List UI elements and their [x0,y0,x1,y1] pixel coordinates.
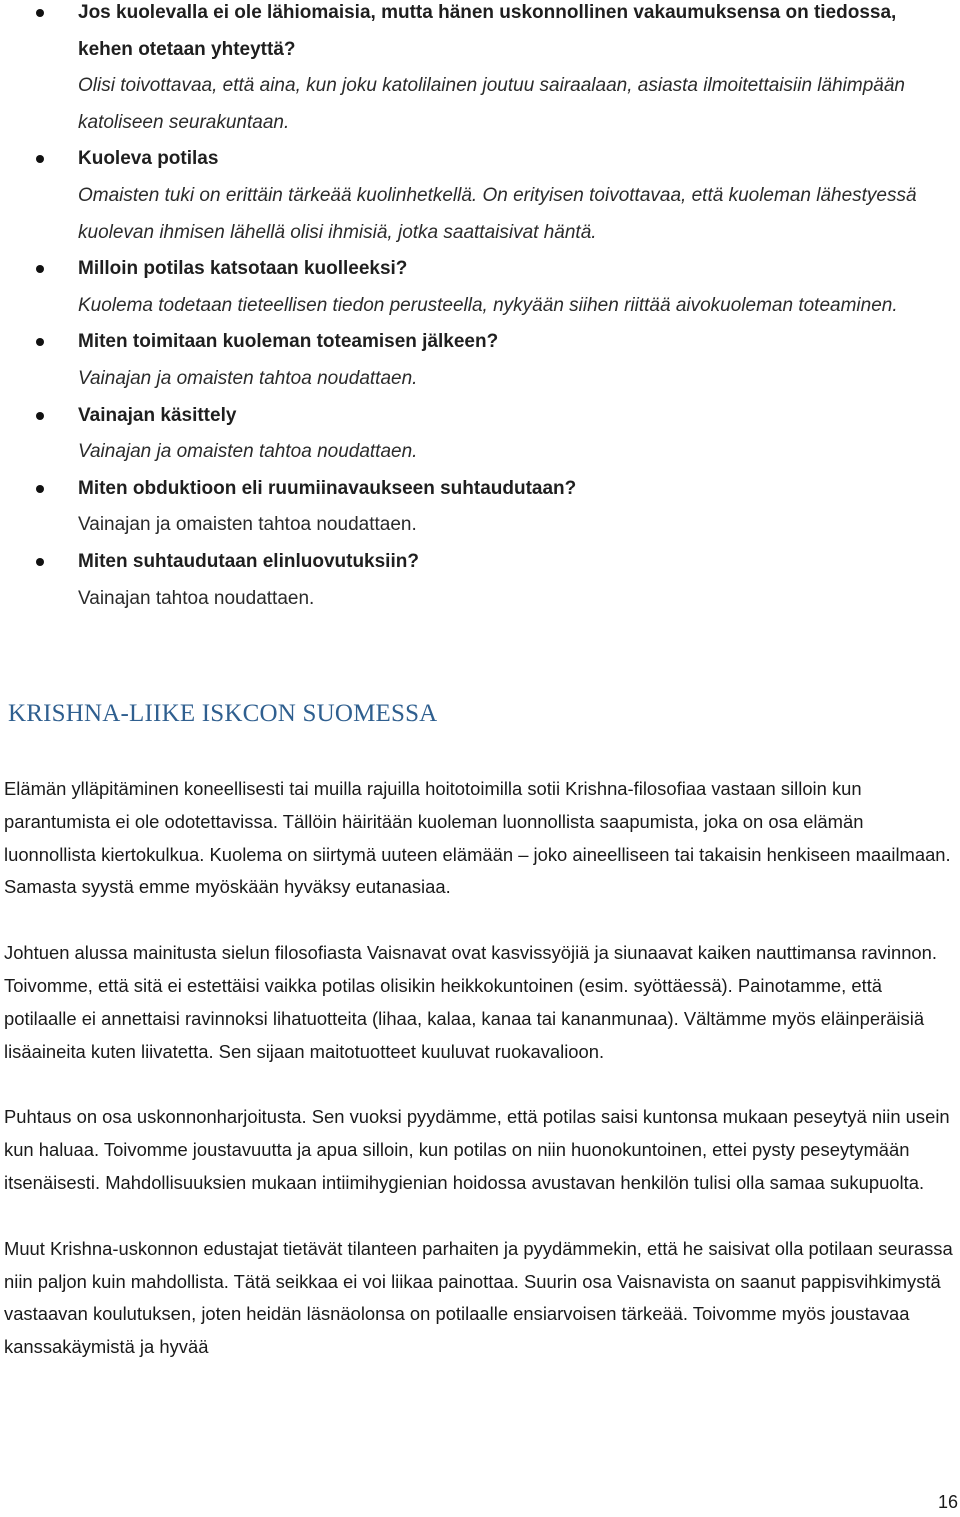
paragraph: Puhtaus on osa uskonnonharjoitusta. Sen vuoksi pyydämme, että potilas saisi kuntonsa mukaan peseytyä niin usein kun haluaa. Toivomme joustavuutta ja apua silloin, kun potilas on niin huonokuntoinen, ettei pysty peseytymään itsenäisesti. Mahdollisuuksien mukaan intiimihygienian hoidossa avustavan henkilön tulisi olla samaa sukupuolta. [4,1106,950,1193]
bullet-question: Kuoleva potilas [78,148,219,170]
bullet-icon [36,9,44,17]
paragraph: Muut Krishna-uskonnon edustajat tietävät tilanteen parhaiten ja pyydämmekin, että he saisivat olla potilaan seurassa niin paljon kuin mahdollista. Tätä seikkaa ei voi liikaa painottaa. Suurin osa Vaisnavista on saanut pappisvihkimystä vastaavan koulutuksen, joten heidän läsnäolonsa on potilaalle ensiarvoisen tärkeää. Toivomme myös joustavaa kanssakäymistä ja hyvää [4,1237,953,1358]
body-text [4,773,956,1397]
bullet-answer: Vainajan ja omaisten tahtoa noudattaen. [78,441,418,463]
page-number: 16 [937,1492,958,1512]
list-item [0,141,960,251]
bullet-question: Vainajan käsittely [78,404,237,426]
bullet-question: Miten obduktioon eli ruumiinavaukseen suhtaudutaan? [78,477,577,499]
bullet-question: Jos kuolevalla ei ole lähiomaisia, mutta hänen uskonnollinen vakaumuksensa on tiedossa, kehen otetaan yhteyttä? [78,2,897,60]
list-item [0,0,960,141]
bullet-icon [36,338,44,346]
bullet-list [0,0,960,617]
bullet-icon [36,485,44,493]
bullet-answer: Omaisten tuki on erittäin tärkeää kuolinhetkellä. On erityisen toivottavaa, että kuoleman lähestyessä kuolevan ihmisen lähellä olisi ihmisiä, jotka saattaisivat häntä. [78,184,917,243]
paragraph: Johtuen alussa mainitusta sielun filosofiasta Vaisnavat ovat kasvissyöjiä ja siunaavat kaiken nauttimansa ravinnon. Toivomme, että sitä ei estettäisi vaikka potilas olisikin heikkokuntoinen (esim. syöttäessä). Painotamme, että potilaalle ei annettaisi ravinnoksi lihatuotteita (lihaa, kalaa, kanaa tai kananmunaa). Vältämme myös eläinperäisiä lisäaineita kuten liivatetta. Sen sijaan maitotuotteet kuuluvat ruokavalioon. [4,942,937,1062]
bullet-question: Milloin potilas katsotaan kuolleeksi? [78,258,408,280]
bullet-question: Miten suhtaudutaan elinluovutuksiin? [78,550,419,572]
list-item [0,324,960,397]
bullet-icon [36,155,44,163]
list-item [0,471,960,544]
bullet-icon [36,558,44,566]
bullet-answer: Kuolema todetaan tieteellisen tiedon perusteella, nykyään siihen riittää aivokuoleman toteaminen. [78,294,898,316]
bullet-icon [36,412,44,420]
bullet-question: Miten toimitaan kuoleman toteamisen jälkeen? [78,331,499,353]
bullet-answer: Olisi toivottavaa, että aina, kun joku katolilainen joutuu sairaalaan, asiasta ilmoitettaisiin lähimpään katoliseen seurakuntaan. [78,75,905,133]
bullet-answer: Vainajan tahtoa noudattaen. [78,587,315,609]
section-heading: KRISHNA-LIIKE ISKCON SUOMESSA [8,700,438,727]
bullet-answer: Vainajan ja omaisten tahtoa noudattaen. [78,514,417,536]
bullet-answer: Vainajan ja omaisten tahtoa noudattaen. [78,367,418,389]
bullet-icon [36,265,44,273]
list-item [0,398,960,471]
paragraph: Elämän ylläpitäminen koneellisesti tai muilla rajuilla hoitotoimilla sotii Krishna-filosofiaa vastaan silloin kun parantumista ei ole odotettavissa. Tällöin häiritään kuoleman luonnollista saapumista, joka on osa elämän luonnollista kiertokulkua. Kuolema on siirtymä uuteen elämään – joko aineelliseen tai takaisin henkiseen maailmaan. Samasta syystä emme myöskään hyväksy eutanasiaa. [4,778,951,898]
list-item [0,251,960,324]
list-item [0,544,960,617]
